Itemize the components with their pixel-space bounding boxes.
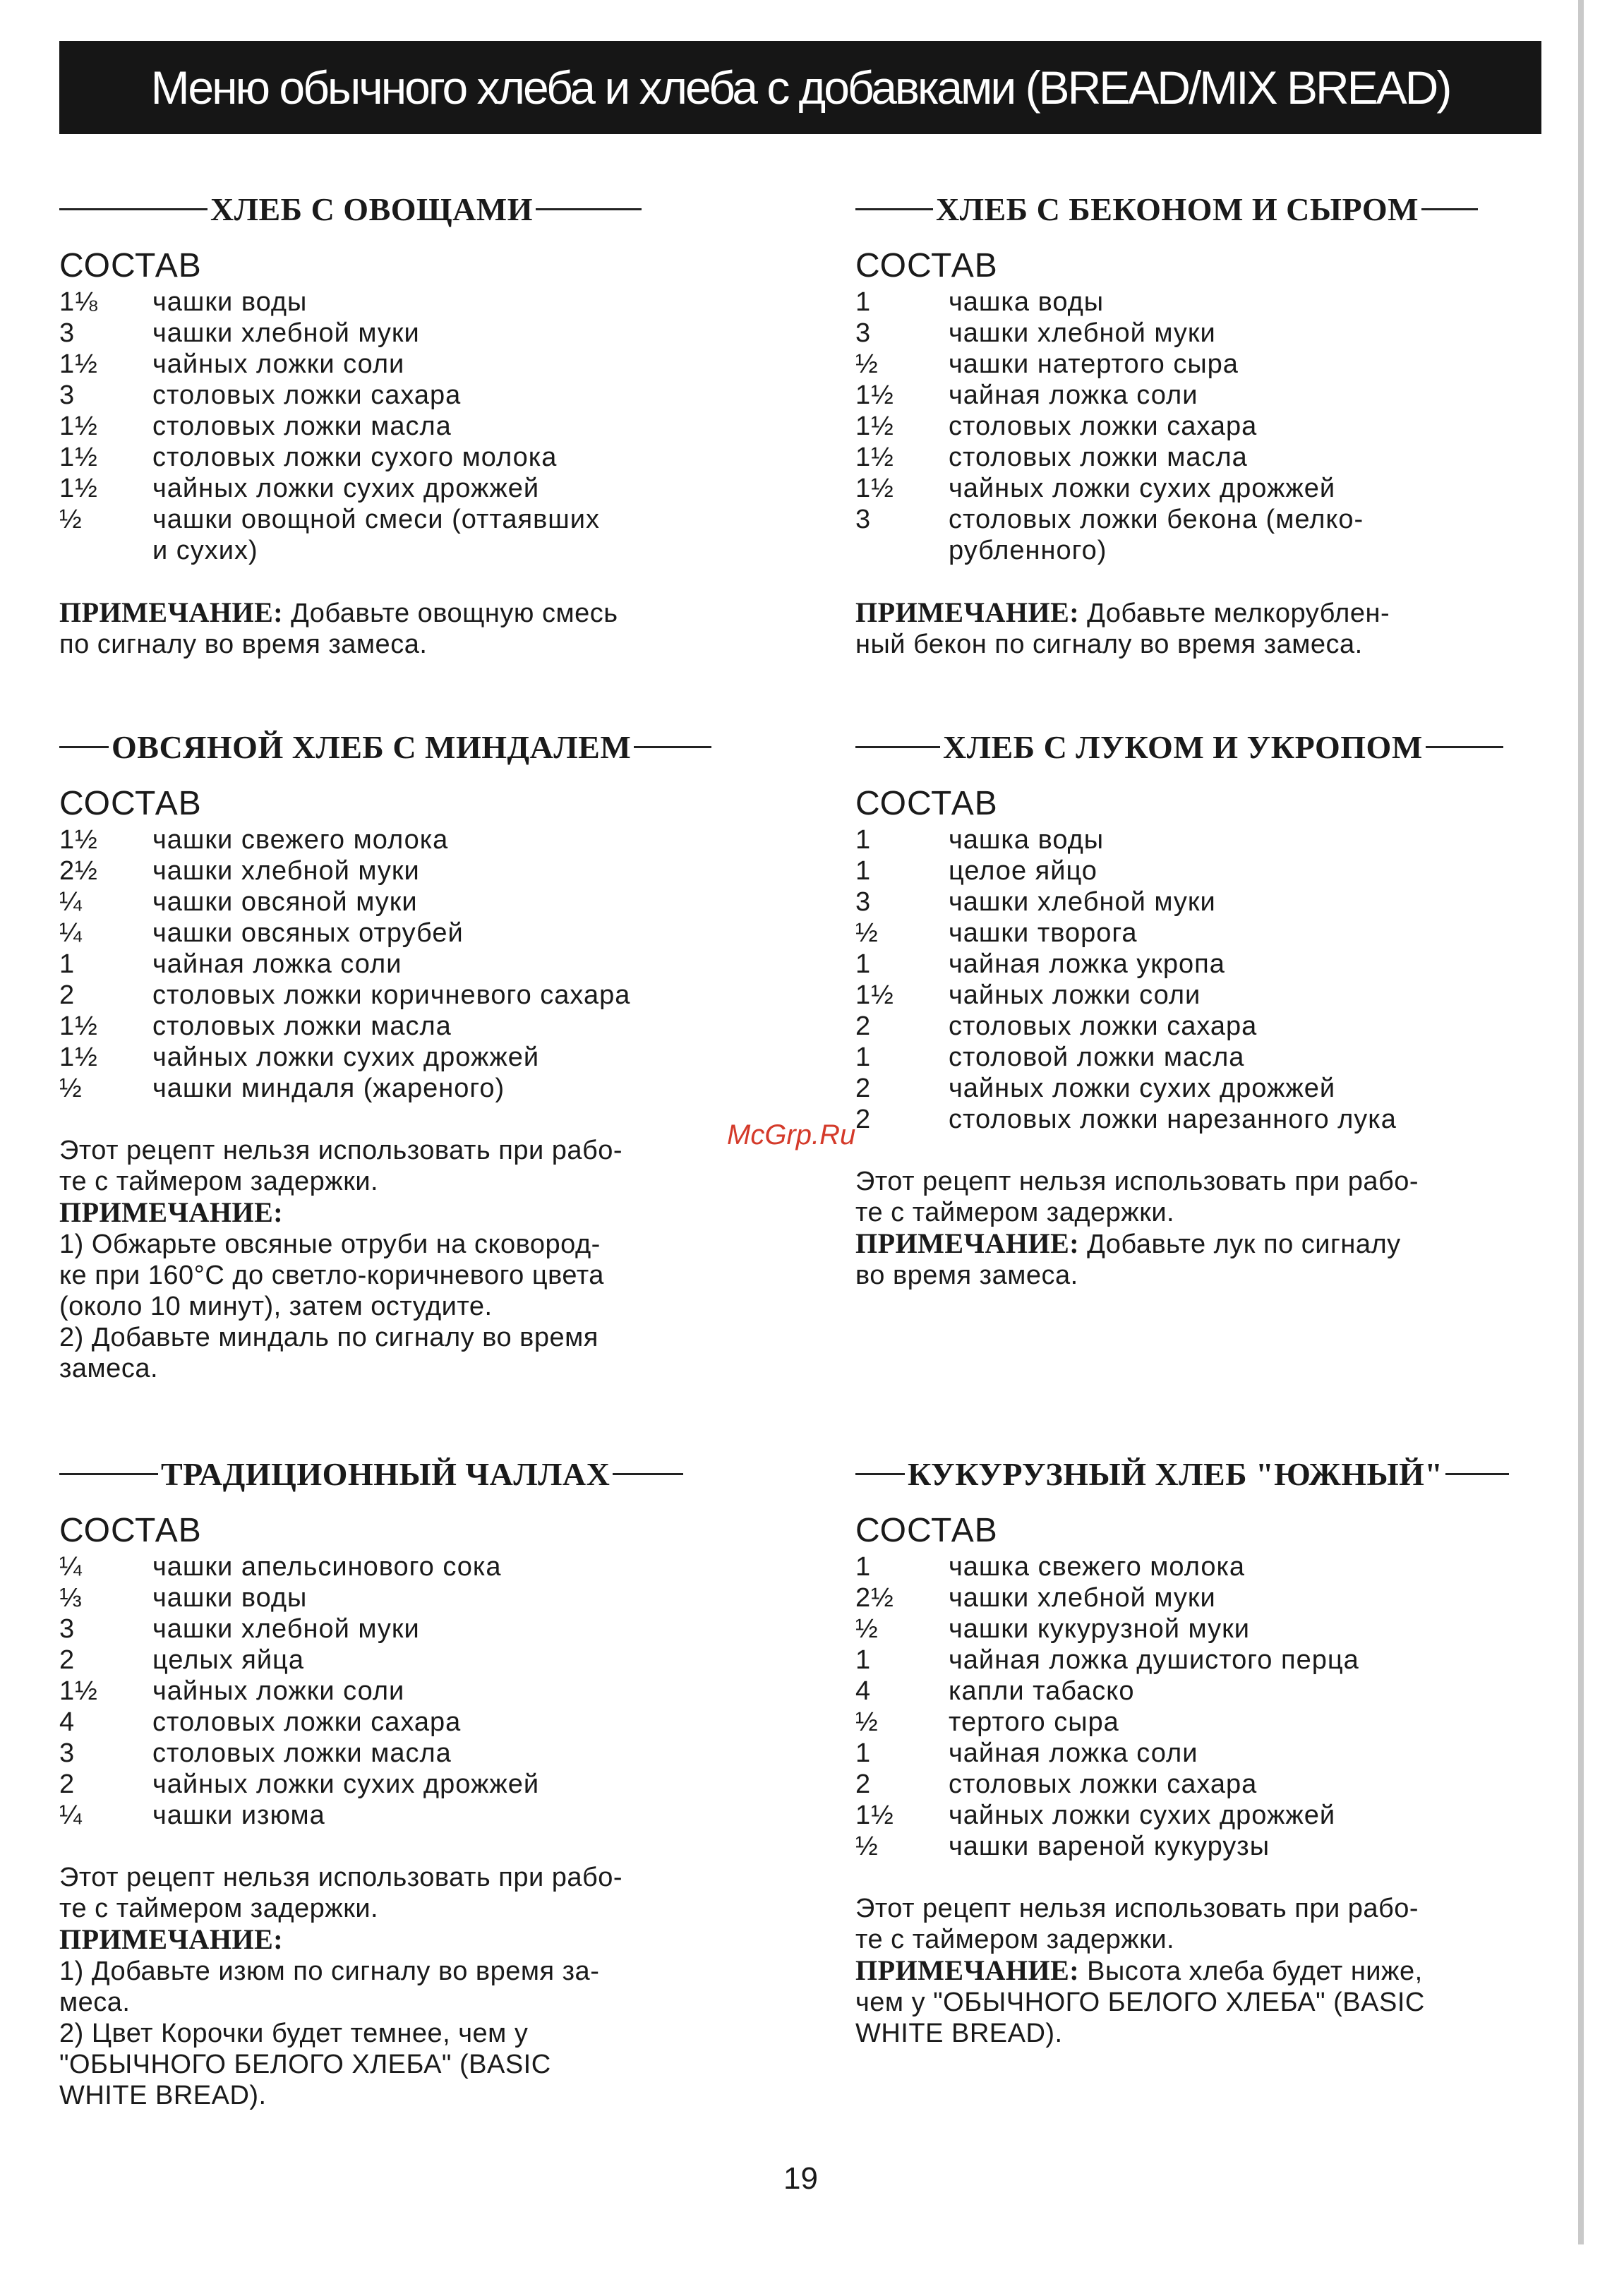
- ingredient-list: [855, 1551, 1568, 1862]
- page-title: Меню обычного хлеба и хлеба с добавками (BREAD/MIX BREAD): [150, 61, 1450, 114]
- ingredients-heading: СОСТАВ: [59, 247, 202, 284]
- ingredient-row: 2 столовых ложки сахара: [855, 1011, 1258, 1041]
- ingredient-row: ½ чашки миндаля (жареного): [59, 1074, 505, 1103]
- ingredient-row: ½ чашки натертого сыра: [855, 349, 1239, 379]
- recipe-title: ТРАДИЦИОННЫЙ ЧАЛЛАХ: [59, 1453, 772, 1495]
- recipe-challah: [59, 1453, 772, 2111]
- ingredient-row: 1½ столовых ложки масла: [855, 443, 1248, 472]
- recipe-note: Этот рецепт нельзя использовать при рабо- те с таймером задержки. ПРИМЕЧАНИЕ: 1) Добавьте изюм по сигналу во время за- меса. 2) Цвет Корочки будет темнее, чем у "ОБЫЧНОГО БЕЛОГО ХЛЕБА" (BASIC WHITE BREAD).: [59, 1863, 623, 2110]
- ingredient-row: 1½ столовых ложки сухого молока: [59, 443, 558, 472]
- recipe-note: Этот рецепт нельзя использовать при рабо- те с таймером задержки. ПРИМЕЧАНИЕ: Добавьте лук по сигналу во время замеса.: [855, 1167, 1419, 1290]
- ingredient-row: 1½ чайных ложки сухих дрожжей: [855, 474, 1336, 503]
- recipe-title: ХЛЕБ С БЕКОНОМ И СЫРОМ: [855, 188, 1568, 230]
- ingredient-row: 3 чашки хлебной муки: [59, 318, 420, 348]
- ingredient-row: 1½ чайных ложки сухих дрожжей: [59, 474, 540, 503]
- ingredient-row: 4 столовых ложки сахара: [59, 1707, 462, 1737]
- ingredient-row: 2 чайных ложки сухих дрожжей: [59, 1769, 540, 1799]
- ingredient-row: 1 чайная ложка душистого перца: [855, 1645, 1359, 1675]
- ingredient-row: ¼ чашки овсяной муки: [59, 887, 418, 917]
- ingredient-row: 2 чайных ложки сухих дрожжей: [855, 1074, 1336, 1103]
- ingredient-row: 1½ чайных ложки соли: [59, 349, 405, 379]
- ingredient-row: ½ чашки вареной кукурузы: [855, 1832, 1270, 1861]
- ingredient-list: [855, 824, 1568, 1135]
- ingredient-row: 1 столовой ложки масла: [855, 1042, 1245, 1072]
- recipe-title: КУКУРУЗНЫЙ ХЛЕБ "ЮЖНЫЙ": [855, 1453, 1568, 1495]
- ingredient-row: 2½ чашки хлебной муки: [59, 856, 420, 886]
- recipe-title: ХЛЕБ С ОВОЩАМИ: [59, 188, 772, 230]
- ingredients-heading: СОСТАВ: [855, 247, 998, 284]
- ingredient-list: [59, 1551, 772, 1831]
- ingredient-row: 1½ столовых ложки масла: [59, 1011, 452, 1041]
- ingredient-row: 1½ чайных ложки сухих дрожжей: [855, 1801, 1336, 1830]
- ingredients-heading: СОСТАВ: [59, 1512, 202, 1549]
- ingredients-heading: СОСТАВ: [59, 785, 202, 822]
- ingredient-list: [59, 287, 772, 566]
- ingredient-row: ⅓ чашки воды: [59, 1583, 308, 1613]
- ingredient-row: 1 чашка воды: [855, 287, 1105, 317]
- ingredient-row: 1½ столовых ложки масла: [59, 411, 452, 441]
- ingredient-row: 2 столовых ложки сахара: [855, 1769, 1258, 1799]
- ingredient-row: 1½ чайных ложки соли: [59, 1676, 405, 1706]
- ingredient-row: и сухих): [152, 536, 258, 565]
- ingredient-row: 4 капли табаско: [855, 1676, 1135, 1706]
- page-title-banner: [59, 41, 1541, 134]
- ingredient-row: ½ чашки овощной смеси (оттаявших: [59, 505, 601, 534]
- ingredients-heading: СОСТАВ: [855, 785, 998, 822]
- ingredient-row: 1⅛ чашки воды: [59, 287, 308, 317]
- ingredient-row: 1 чайная ложка соли: [59, 949, 402, 979]
- ingredient-row: 1 чайная ложка укропа: [855, 949, 1225, 979]
- recipe-note: ПРИМЕЧАНИЕ: Добавьте овощную смесь по сигналу во время замеса.: [59, 596, 618, 659]
- ingredient-row: 1½ чайных ложки соли: [855, 980, 1201, 1010]
- ingredients-heading: СОСТАВ: [855, 1512, 998, 1549]
- ingredient-row: 3 столовых ложки сахара: [59, 380, 462, 410]
- recipe-bacon-cheese-bread: [855, 188, 1568, 660]
- ingredient-row: 1 целое яйцо: [855, 856, 1097, 886]
- ingredient-row: 3 чашки хлебной муки: [855, 318, 1216, 348]
- recipe-note: ПРИМЕЧАНИЕ: Добавьте мелкорублен- ный бекон по сигналу во время замеса.: [855, 596, 1390, 659]
- ingredient-row: 1½ чашки свежего молока: [59, 825, 449, 855]
- ingredient-list: [59, 824, 772, 1104]
- ingredient-row: ¼ чашки изюма: [59, 1801, 325, 1830]
- recipe-southern-corn-bread: [855, 1453, 1568, 2049]
- ingredient-row: 1½ чайная ложка соли: [855, 380, 1198, 410]
- ingredient-row: 2 столовых ложки нарезанного лука: [855, 1105, 1397, 1134]
- ingredient-row: 3 столовых ложки бекона (мелко-: [855, 505, 1364, 534]
- ingredient-row: ¼ чашки овсяных отрубей: [59, 918, 464, 948]
- recipe-note: Этот рецепт нельзя использовать при рабо- те с таймером задержки. ПРИМЕЧАНИЕ: 1) Обжарьте овсяные отруби на сковород- ке при 160°С до светло-коричневого цвета (около 10 минут), затем остудите. 2) Добавьте миндаль по сигналу во время замеса.: [59, 1136, 623, 1383]
- ingredient-row: 3 столовых ложки масла: [59, 1738, 452, 1768]
- ingredient-row: ½ чашки кукурузной муки: [855, 1614, 1250, 1644]
- ingredient-row: ¼ чашки апельсинового сока: [59, 1552, 502, 1582]
- watermark-link[interactable]: McGrp.Ru: [727, 1119, 856, 1150]
- ingredient-row: рубленного): [949, 536, 1107, 565]
- recipe-vegetable-bread: [59, 188, 772, 660]
- recipe-note: Этот рецепт нельзя использовать при рабо- те с таймером задержки. ПРИМЕЧАНИЕ: Высота хлеба будет ниже, чем у "ОБЫЧНОГО БЕЛОГО ХЛЕБА" (BASIC WHITE BREAD).: [855, 1894, 1425, 2048]
- recipe-title: ОВСЯНОЙ ХЛЕБ С МИНДАЛЕМ: [59, 726, 772, 768]
- ingredient-row: 2 столовых ложки коричневого сахара: [59, 980, 631, 1010]
- ingredient-row: 1½ столовых ложки сахара: [855, 411, 1258, 441]
- ingredient-row: 1 чайная ложка соли: [855, 1738, 1198, 1768]
- recipe-oat-almond-bread: [59, 726, 772, 1384]
- ingredient-row: 3 чашки хлебной муки: [59, 1614, 420, 1644]
- ingredient-row: 1 чашка воды: [855, 825, 1105, 855]
- ingredient-row: 2½ чашки хлебной муки: [855, 1583, 1216, 1613]
- recipe-onion-dill-bread: [855, 726, 1568, 1291]
- recipe-title: ХЛЕБ С ЛУКОМ И УКРОПОМ: [855, 726, 1568, 768]
- ingredient-row: 3 чашки хлебной муки: [855, 887, 1216, 917]
- ingredient-row: 1½ чайных ложки сухих дрожжей: [59, 1042, 540, 1072]
- ingredient-row: 1 чашка свежего молока: [855, 1552, 1246, 1582]
- ingredient-row: ½ чашки творога: [855, 918, 1138, 948]
- page-number: 19: [783, 2161, 818, 2196]
- ingredient-row: ½ тертого сыра: [855, 1707, 1119, 1737]
- ingredient-list: [855, 287, 1568, 566]
- ingredient-row: 2 целых яйца: [59, 1645, 304, 1675]
- page-edge-shadow: [1578, 0, 1584, 2244]
